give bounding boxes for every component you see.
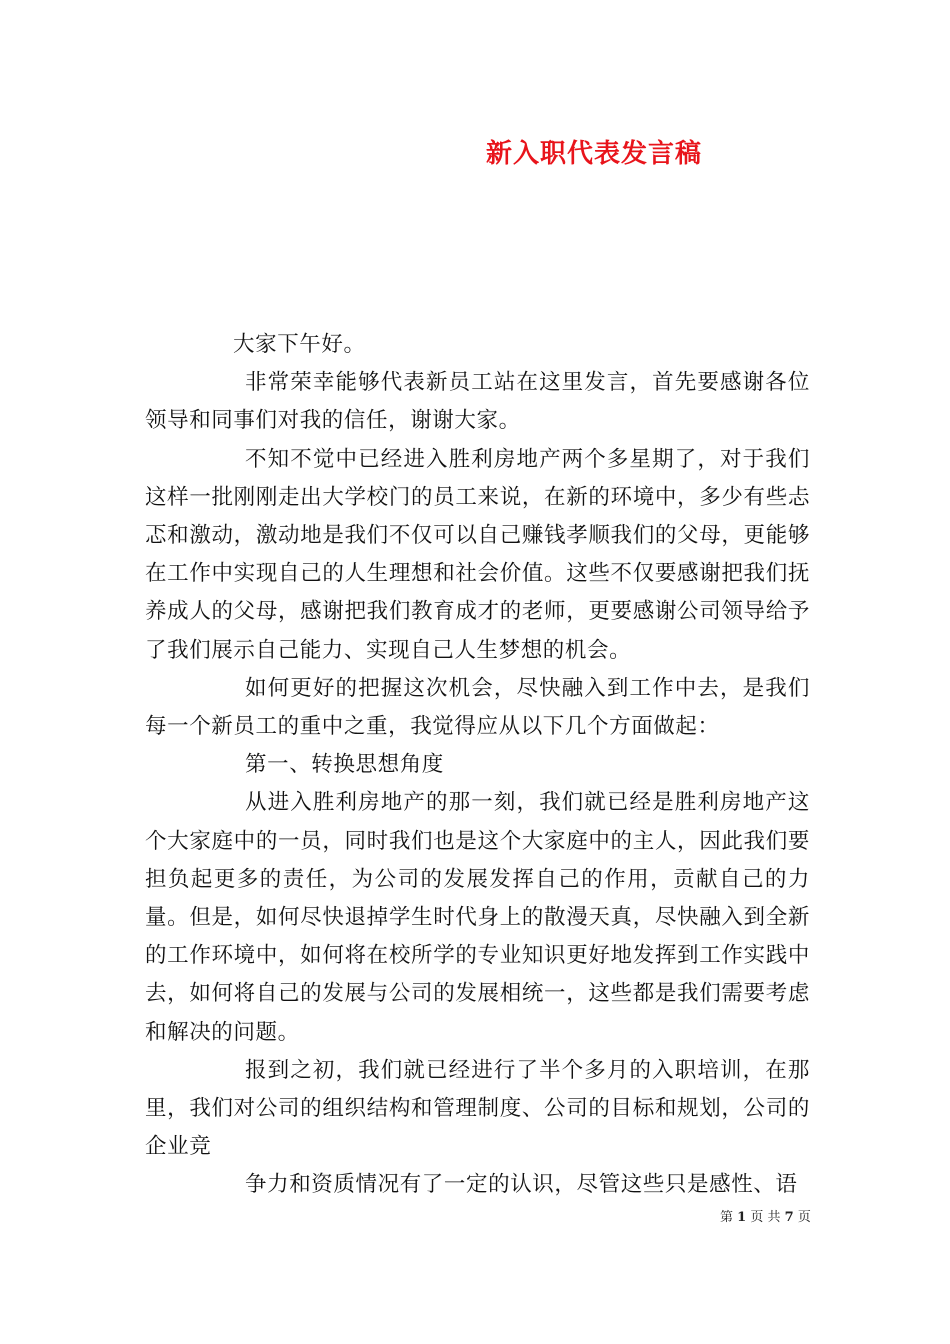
- paragraph: 从进入胜利房地产的那一刻，我们就已经是胜利房地产这个大家庭中的一员，同时我们也是这个大家庭中的主人，因此我们要担负起更多的责任，为公司的发展发挥自己的作用，贡献自己的力量。但是，如何尽快退掉学生时代身上的散漫天真，尽快融入到全新的工作环境中，如何将在校所学的专业知识更好地发挥到工作实践中去，如何将自己的发展与公司的发展相统一，这些都是我们需要考虑和解决的问题。: [145, 790, 810, 1045]
- paragraph-greeting: 大家下午好。: [233, 332, 366, 357]
- current-page-number: 1: [737, 1210, 747, 1225]
- footer-prefix: 第: [720, 1210, 734, 1225]
- section-heading: 第一、转换思想角度: [245, 752, 444, 778]
- total-page-count: 7: [784, 1210, 794, 1225]
- document-body: [145, 326, 810, 1205]
- document-title: 新入职代表发言稿: [486, 139, 703, 169]
- page-number-footer: [720, 1206, 811, 1225]
- footer-middle: 页 共: [750, 1210, 781, 1225]
- paragraph: 不知不觉中已经进入胜利房地产两个多星期了，对于我们这样一批刚刚走出大学校门的员工来说，在新的环境中，多少有些忐忑和激动，激动地是我们不仅可以自己赚钱孝顺我们的父母，更能够在工作中实现自己的人生理想和社会价值。这些不仅要感谢把我们抚养成人的父母，感谢把我们教育成才的老师，更要感谢公司领导给予了我们展示自己能力、实现自己人生梦想的机会。: [145, 446, 810, 663]
- paragraph: 报到之初，我们就已经进行了半个多月的入职培训，在那里，我们对公司的组织结构和管理制度、公司的目标和规划，公司的企业竞: [145, 1057, 810, 1160]
- footer-suffix: 页: [797, 1210, 811, 1225]
- paragraph: 争力和资质情况有了一定的认识，尽管这些只是感性、语: [245, 1172, 798, 1198]
- paragraph: 如何更好的把握这次机会，尽快融入到工作中去，是我们每一个新员工的重中之重，我觉得应从以下几个方面做起：: [145, 675, 810, 740]
- paragraph: 非常荣幸能够代表新员工站在这里发言，首先要感谢各位领导和同事们对我的信任，谢谢大家。: [145, 370, 810, 434]
